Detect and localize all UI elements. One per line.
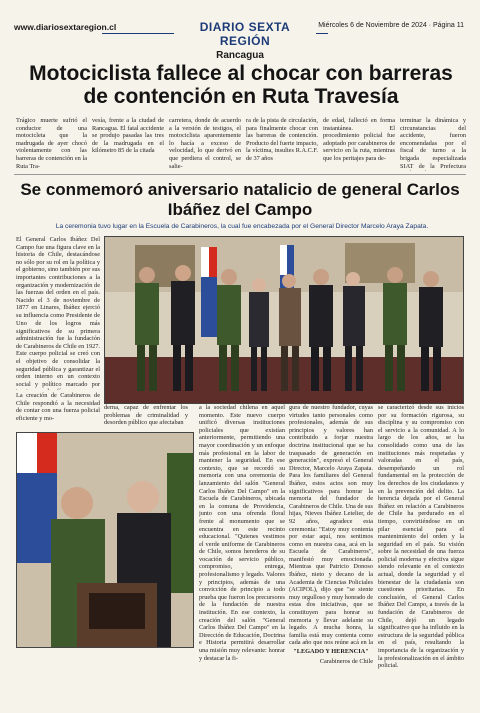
ceremony-photo [16, 432, 194, 648]
article1-headline: Motociclista fallece al chocar con barreras de contención en Ruta Travesía [29, 62, 453, 108]
website-url[interactable]: www.diariosextaregion.cl [14, 22, 117, 32]
article2-col1-p2: Uno de los logros más significativos de su primera administración fue la fundación de Carabineros de Chile en 1927. Este cuerpo policial se creó con el objetivo de consolidar la seguridad pública y garantizar el orden interno en un contexto social y político marcado por [16, 320, 100, 388]
article1-kicker: Rancagua [216, 50, 264, 61]
article1-col-6: terminar la dinámica y circunstancias del accidente, fueron encomendadas por el fiscal de turno a la brigada especializada SIAT de la Prefectura [400, 117, 466, 170]
article1-col-2: vesía, frente a la ciudad de Rancagua. El fatal accidente se produjo pasadas las tres de la madrugada en el kilómetro 85 de la citada [92, 117, 164, 155]
article2-subheadline: La ceremonia tuvo lugar en la Escuela de Carabineros, la cual fue encabezada por el General Director Marcelo Araya Zapata. [55, 223, 429, 230]
article2-col2: derna, capaz de enfrentar los problemas de criminalidad y desorden público que afectaban [104, 404, 188, 427]
article2-col1-p3: La creación de Carabineros de Chile respondió a la necesidad de contar con una fuerza policial eficiente y mo- [16, 392, 100, 422]
article1-col-4: ra de la pista de circulación, para finalmente chocar con las barreras de contención. Producto del fuerte impacto, la víctima, insultes R.A.C.F. de 37 años [246, 117, 318, 162]
group-photo [104, 236, 464, 404]
article2-col4-end: Carabineros de Chile [319, 658, 373, 665]
header-rule-right [316, 33, 328, 34]
article2-col1-p1: El General Carlos Ibáñez Del Campo fue una figura clave en la historia de Chile, destacándose no sólo por su rol en la política y el gobierno, sino también por sus importantes contribuciones a la organización y modernización de las fuerzas del orden en el país. Nacido el 3 de noviembre de 1877 en Linares, Ibáñez ejerció su influencia como Presidente de [16, 236, 100, 318]
article1-col-5: de edad, falleció en forma instantánea. El procedimiento policial fue adoptado por carabineros de servicio en la ruta, mientras que los peritajes para de- [323, 117, 395, 162]
article1-col-3: carretera, donde de acuerdo a la versión de testigos, el motociclista aparentemente lo hacía a exceso de velocidad, lo que derivó en que perdiera el control, se salie- [169, 117, 241, 170]
article2-headline: Se conmemoró aniversario natalicio de general Carlos Ibáñez del Campo [20, 180, 460, 219]
article2-col5: se caracterizó desde sus inicios por su formación rigurosa, su disciplina y su compromiso con el servicio a la comunidad. A lo largo de los años, se ha consolidado como una de las instituciones más respetadas y valoradas en el país, desempeñando un rol fundamental en la protección de los derechos de los ciudadanos y en la prevención del delito. La herencia dejada por el General Ibáñez en relación a Carabineros de Chile ha perdurado en el tiempo, convirtiéndose en un pilar esencial para el mantenimiento del orden y la seguridad en el país. Su visión sobre la necesidad de una fuerza policial moderna y efectiva sigue siendo relevante en el contexto actual, donde la seguridad y el bienestar de la ciudadanía son cuestiones prioritarias. En conclusión, el General Carlos Ibáñez Del Campo, a través de la fundación de Carabineros de Chile, dejó un legado significativo que ha influido en la estructura de la seguridad pública en el país, resultando la importancia de la organización y la profesionalización en el ámbito policial. [378, 404, 464, 670]
header-rule-left [102, 33, 174, 34]
article1-col-1: Trágico muerte sufrió el conductor de una motocicleta que la madrugada de ayer chocó violentamente con las barreras de contención en la Ruta Tra- [16, 117, 87, 170]
section-divider [14, 174, 466, 175]
newspaper-name: DIARIO SEXTA REGIÓN [199, 20, 291, 48]
article2-subhead-legado: "LEGADO Y HERENCIA" [293, 648, 369, 655]
date-page: Miércoles 6 de Noviembre de 2024 · Página 11 [318, 22, 464, 29]
article2-col3: a la sociedad chilena en aquel momento. Este nuevo cuerpo unificó diversas instituciones policiales que existían anteriormente, permitiendo una mayor coordinación y un enfoque más profesional en la labor de mantener la seguridad. En ese contexto, que se recordó su memoria con una ceremonia de lanzamiento del salón "General Carlos Ibáñez Del Campo" en la Escuela de Carabineros, ubicada en la comuna de Providencia, junto con una ofrenda floral frente al monumento que se encuentra en este recinto educacional. "Quienes vestimos el verde uniforme de Carabineros de Chile, somos herederos de su vocación de servicio público, compromiso, entrega, profesionalismo y legado. Valores y principios, además de una convicción de principio a todo prueba que fueron los precursores de la fundación de nuestra institución. En ese contexto, la creación del salón "General Carlos Ibáñez Del Campo" en la Dirección de Educación, Doctrina e Historia permitirá desarrollar una misión muy relevante: honrar y destacar la fi- [199, 404, 285, 662]
article2-col4: gura de nuestro fundador, cuyas virtudes tanto personales como profesionales, además de sus principios y valores han contribuido a forjar nuestra doctrina institucional que se ha traspasado de generación en generación", expresó el General Director, Marcelo Araya Zapata. Para los familiares del General Ibáñez, estos actos son muy significativos para honrar la memoria del fundador de Carabineros de Chile. Una de sus hijas, Nieves Ibáñez Letelier, de 92 años, agradece esta ceremonia: "Estoy muy contenta por estar aquí, nos sentimos como en nuestra casa, acá en la Escuela de Carabineros", manifestó muy emocionada. Mientras que Patricio Donoso Ibáñez, nieto y decano de la Academia de Ciencias Policiales (ACIPOL), dijo que "se siente muy orgulloso y muy honrado de estas dos iniciativas, que se constituyen para honrar su memoria y llevar adelante su legado. A mucha honra, la familia está muy contenta como cada año que nos reúne acá en la [289, 404, 373, 646]
